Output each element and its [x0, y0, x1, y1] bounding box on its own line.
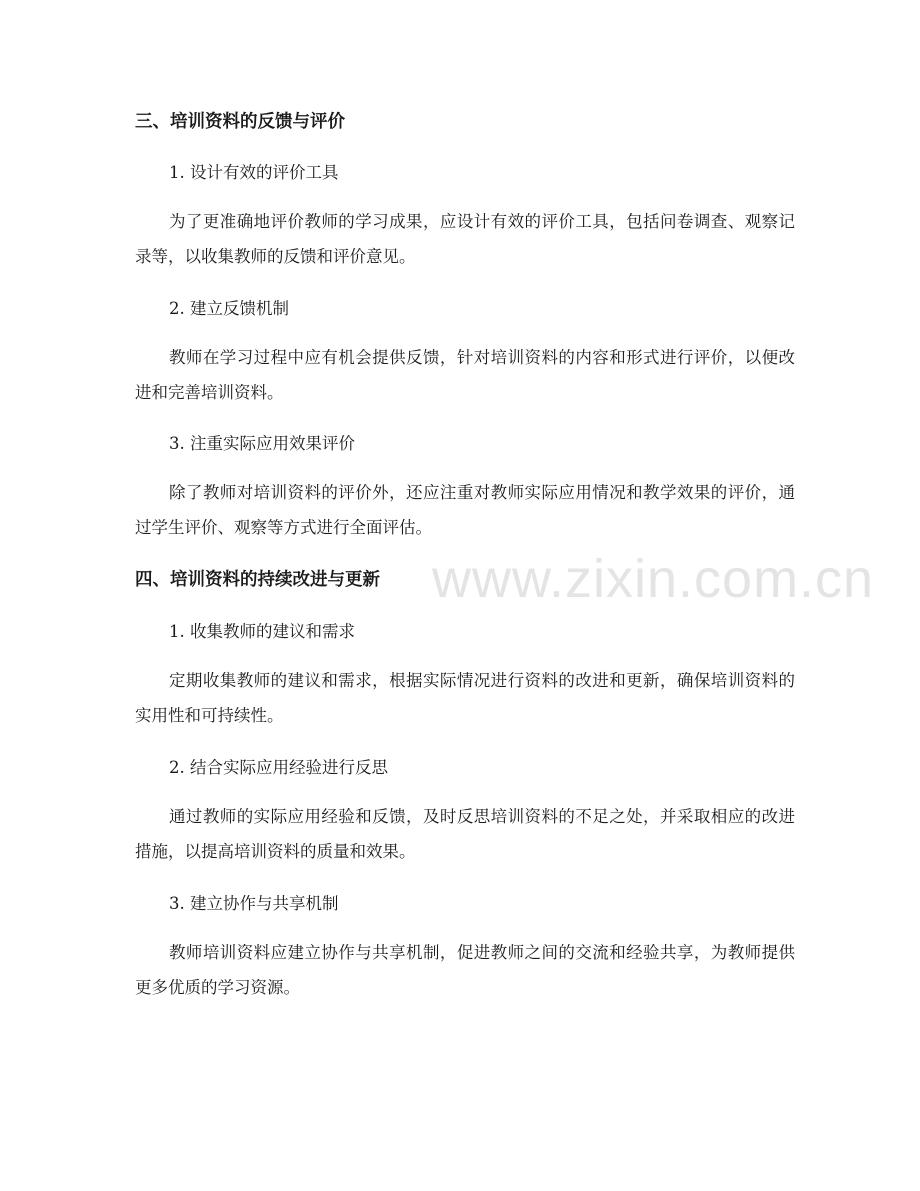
subsection-title: 2. 结合实际应用经验进行反思 — [169, 758, 388, 777]
paragraph: 教师在学习过程中应有机会提供反馈，针对培训资料的内容和形式进行评价，以便改进和完善培训资料。 — [135, 348, 795, 402]
paragraph: 教师培训资料应建立协作与共享机制，促进教师之间的交流和经验共享，为教师提供更多优质的学习资源。 — [135, 943, 795, 997]
watermark: www.zixin.com.cn — [432, 549, 875, 609]
paragraph: 定期收集教师的建议和需求，根据实际情况进行资料的改进和更新，确保培训资料的实用性和可持续性。 — [135, 671, 795, 725]
paragraph: 为了更准确地评价教师的学习成果，应设计有效的评价工具，包括问卷调查、观察记录等，以收集教师的反馈和评价意见。 — [135, 212, 795, 266]
subsection-title: 3. 注重实际应用效果评价 — [169, 434, 355, 453]
section-heading: 四、培训资料的持续改进与更新 — [135, 570, 380, 590]
subsection-title: 1. 设计有效的评价工具 — [169, 163, 339, 182]
subsection-title: 3. 建立协作与共享机制 — [169, 894, 339, 913]
subsection-title: 2. 建立反馈机制 — [169, 299, 289, 318]
section-heading: 三、培训资料的反馈与评价 — [135, 112, 345, 132]
subsection-title: 1. 收集教师的建议和需求 — [169, 622, 355, 641]
paragraph: 除了教师对培训资料的评价外，还应注重对教师实际应用情况和教学效果的评价，通过学生评价、观察等方式进行全面评估。 — [135, 483, 795, 537]
paragraph: 通过教师的实际应用经验和反馈，及时反思培训资料的不足之处，并采取相应的改进措施，以提高培训资料的质量和效果。 — [135, 807, 795, 861]
